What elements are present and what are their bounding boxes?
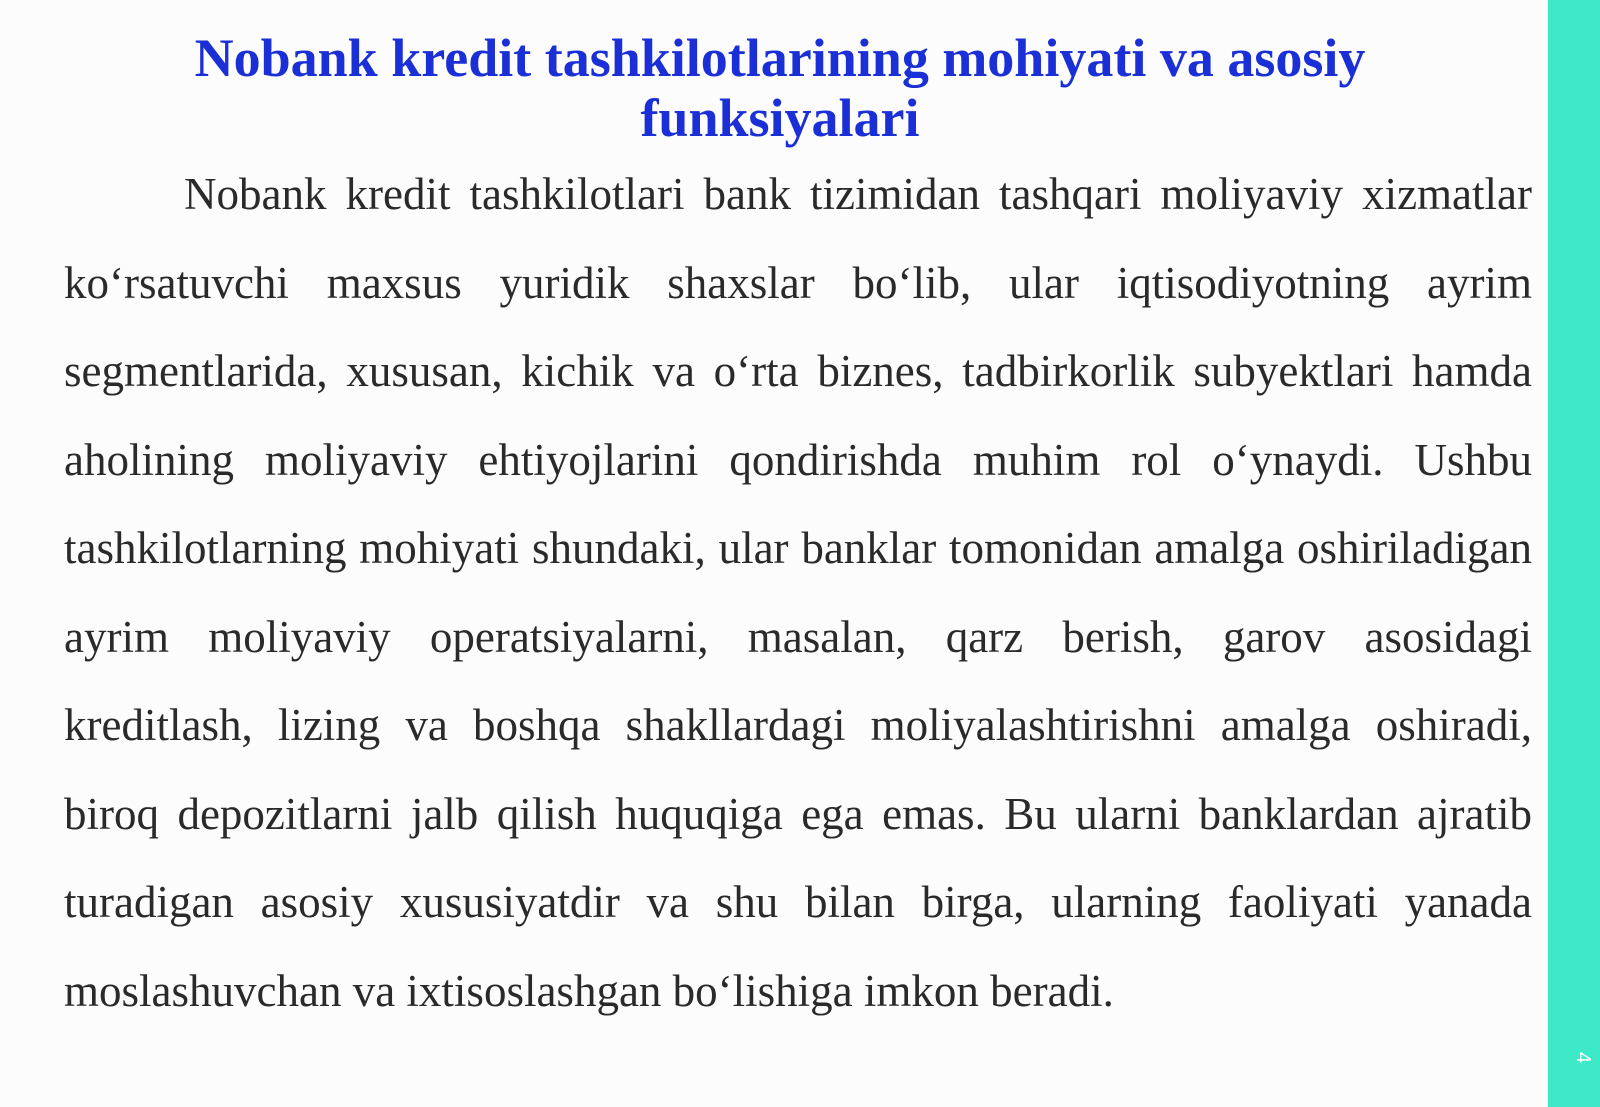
slide-page-number: 4 (1571, 1051, 1594, 1064)
slide-body-paragraph: Nobank kredit tashkilotlari bank tizimidan tashqari moliyaviy xizmatlar ko‘rsatuvchi maxsus yuridik shaxslar bo‘lib, ular iqtisodiyotning ayrim segmentlarida, xususan, kichik va o‘rta biznes, tadbirkorlik subyektlari hamda aholining moliyaviy ehtiyojlarini qondirishda muhim rol o‘ynaydi. Ushbu tashkilotlarning mohiyati shundaki, ular banklar tomonidan amalga oshiriladigan ayrim moliyaviy operatsiyalarni, masalan, qarz berish, garov asosidagi kreditlash, lizing va boshqa shakllardagi moliyalashtirishni amalga oshiradi, biroq depozitlarni jalb qilish huquqiga ega emas. Bu ularni banklardan ajratib turadigan asosiy xususiyatdir va shu bilan birga, ularning faoliyati yanada moslashuvchan va ixtisoslashgan bo‘lishiga imkon beradi. (64, 169, 1532, 1016)
slide-title: Nobank kredit tashkilotlarining mohiyati va asosiy funksiyalari (194, 28, 1366, 148)
side-accent-band (1548, 0, 1600, 1107)
